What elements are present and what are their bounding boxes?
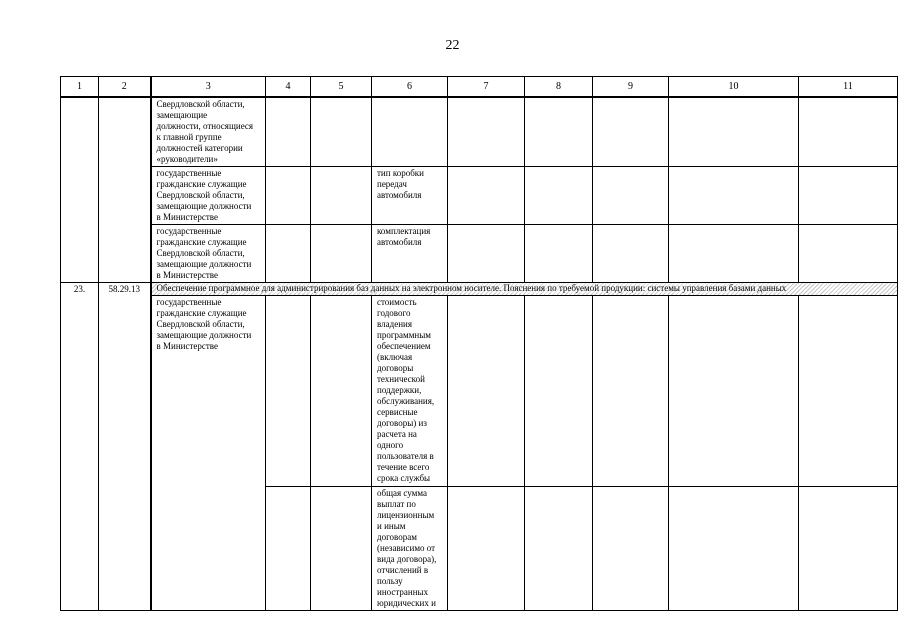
item-code-cell: 58.29.13: [99, 283, 151, 611]
table-cell: [593, 167, 669, 225]
header-cell: 8: [525, 77, 593, 98]
table-cell: [311, 225, 372, 283]
item-number-cell: 23.: [61, 283, 99, 611]
table-cell: [311, 296, 372, 487]
header-cell: 7: [448, 77, 525, 98]
table-cell: [525, 296, 593, 487]
position-category-cell: государственные гражданские служащие Свердловской области, замещающие должности в Министерстве: [151, 167, 266, 225]
table-cell: [593, 225, 669, 283]
item-description-text: Обеспечение программное для администрирования баз данных на электронном носителе. Пояснения по требуемой продукции: системы управления базами данных: [156, 283, 787, 293]
requirements-table: [60, 76, 898, 611]
header-cell: 2: [99, 77, 151, 98]
table-cell: [266, 296, 311, 487]
table-cell: [372, 97, 448, 167]
table-cell: [669, 225, 799, 283]
header-cell: 3: [151, 77, 266, 98]
table-cell: [799, 487, 898, 611]
table-cell: [99, 97, 151, 283]
item-description-banner: [151, 283, 898, 296]
table-cell: [311, 167, 372, 225]
table-cell: [448, 225, 525, 283]
header-cell: 11: [799, 77, 898, 98]
table-cell: [266, 225, 311, 283]
table-cell: [669, 167, 799, 225]
table-cell: [448, 97, 525, 167]
table-row: [61, 283, 898, 296]
table-cell: [311, 487, 372, 611]
table-cell: [61, 97, 99, 283]
table-cell: [593, 296, 669, 487]
header-cell: 10: [669, 77, 799, 98]
header-cell: 4: [266, 77, 311, 98]
table-cell: [593, 487, 669, 611]
table-cell: [799, 167, 898, 225]
table-cell: [593, 97, 669, 167]
position-category-cell: Свердловской области, замещающие должности, относящиеся к главной группе должностей категории «руководители»: [151, 97, 266, 167]
table-cell: [525, 167, 593, 225]
table-cell: [669, 487, 799, 611]
table-cell: [525, 487, 593, 611]
characteristic-cell: стоимость годового владения программным обеспечением (включая договоры технической поддержки, обслуживания, сервисные договоры) из расчета на одного пользователя в течение всего срока службы: [372, 296, 448, 487]
table-cell: [525, 97, 593, 167]
table-row: [61, 167, 898, 225]
page-number: 22: [445, 38, 460, 53]
table-cell: [799, 225, 898, 283]
table-cell: [669, 97, 799, 167]
header-cell: 5: [311, 77, 372, 98]
table-cell: [448, 167, 525, 225]
position-category-cell: государственные гражданские служащие Свердловской области, замещающие должности в Министерстве: [151, 225, 266, 283]
table-row: [61, 296, 898, 487]
table-cell: [311, 97, 372, 167]
table-cell: [669, 296, 799, 487]
table-row: [61, 225, 898, 283]
position-category-cell: государственные гражданские служащие Свердловской области, замещающие должности в Министерстве: [151, 296, 266, 611]
table-cell: [799, 296, 898, 487]
table-cell: [799, 97, 898, 167]
header-cell: 6: [372, 77, 448, 98]
characteristic-cell: тип коробки передач автомобиля: [372, 167, 448, 225]
table-row: [61, 97, 898, 167]
header-row: [61, 77, 898, 98]
table-cell: [266, 97, 311, 167]
characteristic-cell: общая сумма выплат по лицензионным и иным договорам (независимо от вида договора), отчислений в пользу иностранных юридических и: [372, 487, 448, 611]
table-cell: [448, 487, 525, 611]
table-cell: [266, 487, 311, 611]
table-cell: [448, 296, 525, 487]
header-cell: 9: [593, 77, 669, 98]
characteristic-cell: комплектация автомобиля: [372, 225, 448, 283]
header-cell: 1: [61, 77, 99, 98]
table-cell: [266, 167, 311, 225]
table-cell: [525, 225, 593, 283]
